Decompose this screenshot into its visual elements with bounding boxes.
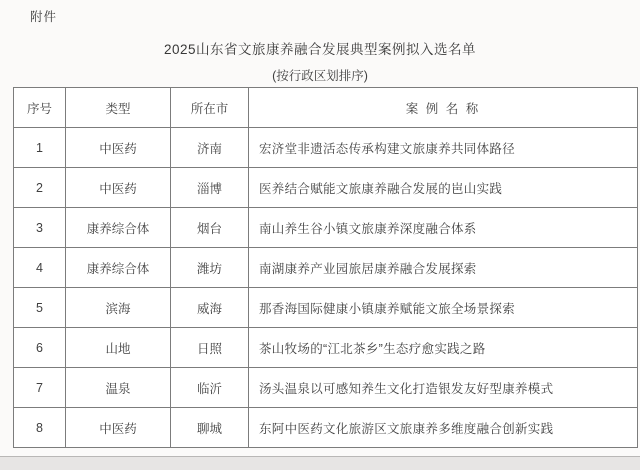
table-header-row — [14, 88, 638, 128]
cell-type: 山地 — [66, 328, 171, 368]
cell-city: 威海 — [171, 288, 249, 328]
cell-city: 烟台 — [171, 208, 249, 248]
cell-city: 聊城 — [171, 408, 249, 448]
case-list-table — [13, 87, 638, 448]
cell-case: 南山养生谷小镇文旅康养深度融合体系 — [249, 208, 638, 248]
header-city: 所在市 — [171, 88, 249, 128]
header-case: 案 例 名 称 — [249, 88, 638, 128]
cell-city: 日照 — [171, 328, 249, 368]
cell-case: 那香海国际健康小镇康养赋能文旅全场景探索 — [249, 288, 638, 328]
table-row — [14, 408, 638, 448]
cell-no: 2 — [14, 168, 66, 208]
cell-type: 中医药 — [66, 168, 171, 208]
cell-type: 温泉 — [66, 368, 171, 408]
table-row — [14, 368, 638, 408]
cell-case: 南湖康养产业园旅居康养融合发展探索 — [249, 248, 638, 288]
cell-city: 济南 — [171, 128, 249, 168]
table-row — [14, 128, 638, 168]
page-title: 2025山东省文旅康养融合发展典型案例拟入选名单 — [163, 42, 477, 57]
cell-city: 临沂 — [171, 368, 249, 408]
cell-city: 淄博 — [171, 168, 249, 208]
attachment-label: 附件 — [30, 10, 58, 24]
table-row — [14, 328, 638, 368]
cell-no: 6 — [14, 328, 66, 368]
page-bottom-margin — [0, 456, 640, 470]
table-row — [14, 288, 638, 328]
cell-type: 中医药 — [66, 408, 171, 448]
cell-no: 8 — [14, 408, 66, 448]
cell-case: 汤头温泉以可感知养生文化打造银发友好型康养模式 — [249, 368, 638, 408]
cell-case: 东阿中医药文化旅游区文旅康养多维度融合创新实践 — [249, 408, 638, 448]
cell-type: 中医药 — [66, 128, 171, 168]
cell-no: 3 — [14, 208, 66, 248]
cell-type: 滨海 — [66, 288, 171, 328]
cell-no: 1 — [14, 128, 66, 168]
table-row — [14, 168, 638, 208]
cell-no: 4 — [14, 248, 66, 288]
cell-case: 医养结合赋能文旅康养融合发展的岜山实践 — [249, 168, 638, 208]
header-type: 类型 — [66, 88, 171, 128]
cell-case: 茶山牧场的“江北茶乡”生态疗愈实践之路 — [249, 328, 638, 368]
cell-no: 5 — [14, 288, 66, 328]
table-row — [14, 248, 638, 288]
cell-city: 潍坊 — [171, 248, 249, 288]
cell-type: 康养综合体 — [66, 248, 171, 288]
cell-type: 康养综合体 — [66, 208, 171, 248]
page-subtitle: (按行政区划排序) — [272, 69, 368, 83]
table-row — [14, 208, 638, 248]
cell-case: 宏济堂非遗活态传承构建文旅康养共同体路径 — [249, 128, 638, 168]
header-no: 序号 — [14, 88, 66, 128]
cell-no: 7 — [14, 368, 66, 408]
